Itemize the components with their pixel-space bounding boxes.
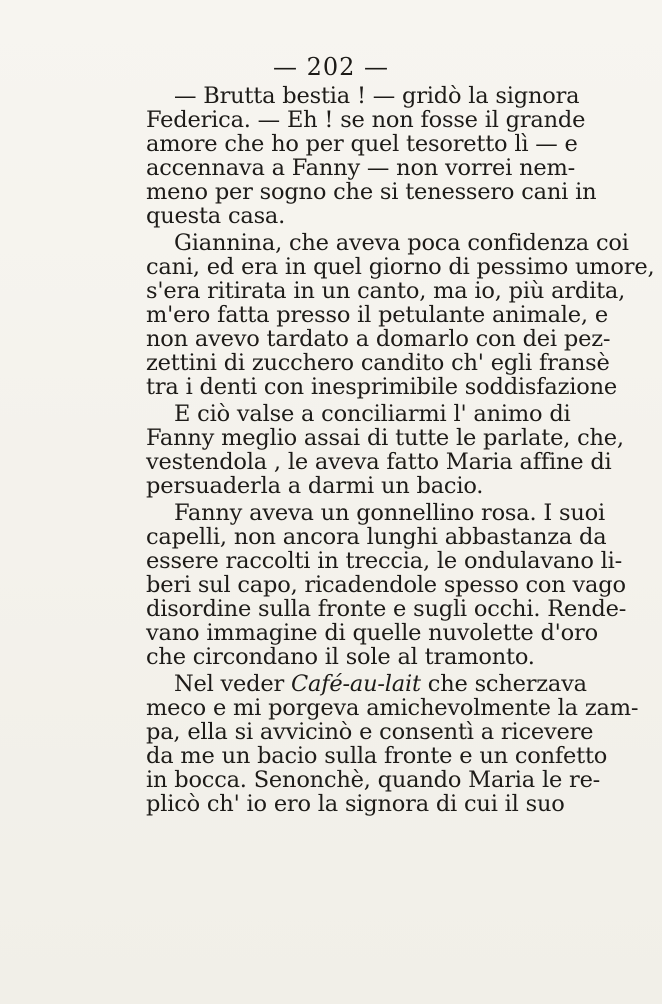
text-line-with-italic: Nel veder Café-au-lait che scherzava	[174, 671, 587, 697]
text-line: capelli, non ancora lunghi abbastanza da	[146, 524, 607, 550]
italic-title: Café-au-lait	[291, 671, 421, 697]
body-text	[146, 83, 655, 817]
text-line: cani, ed era in quel giorno di pessimo umore,	[146, 254, 655, 280]
text-line: amore che ho per quel tesoretto lì — e	[146, 131, 578, 157]
text-line: plicò ch' io ero la signora di cui il suo	[146, 791, 565, 817]
text-line: disordine sulla fronte e sugli occhi. Rende-	[146, 596, 627, 622]
text-line: tra i denti con inesprimibile soddisfazione	[146, 374, 617, 400]
text-line: Fanny meglio assai di tutte le parlate, che,	[146, 425, 624, 451]
paragraph-4	[146, 500, 627, 670]
text-line: zettini di zucchero candito ch' egli fransè	[146, 350, 610, 376]
text-line: Giannina, che aveva poca confidenza coi	[174, 230, 629, 256]
page-number: — 202 —	[272, 53, 390, 81]
text-line: in bocca. Senonchè, quando Maria le re-	[146, 767, 601, 793]
text-line: m'ero fatta presso il petulante animale, e	[146, 302, 608, 328]
paragraph-1	[146, 83, 597, 229]
text-line: questa casa.	[146, 203, 286, 229]
text-line: vano immagine di quelle nuvolette d'oro	[146, 620, 598, 646]
text-line: essere raccolti in treccia, le ondulavano li-	[146, 548, 623, 574]
text-line: da me un bacio sulla fronte e un confetto	[146, 743, 608, 769]
text-line: s'era ritirata in un canto, ma io, più ardita,	[146, 278, 626, 304]
text-line: E ciò valse a conciliarmi l' animo di	[174, 401, 571, 427]
text-line: che circondano il sole al tramonto.	[146, 644, 535, 670]
text-line: — Brutta bestia ! — gridò la signora	[174, 83, 580, 109]
text-line: beri sul capo, ricadendole spesso con vago	[146, 572, 626, 598]
text-line: persuaderla a darmi un bacio.	[146, 473, 484, 499]
text-line: non avevo tardato a domarlo con dei pez-	[146, 326, 611, 352]
paragraph-2	[146, 230, 655, 400]
text-line: accennava a Fanny — non vorrei nem-	[146, 155, 576, 181]
text-line: vestendola , le aveva fatto Maria affine di	[146, 449, 612, 475]
text-line: Fanny aveva un gonnellino rosa. I suoi	[174, 500, 606, 526]
paragraph-3	[146, 401, 624, 499]
text-line: meno per sogno che si tenessero cani in	[146, 179, 597, 205]
text-line: Federica. — Eh ! se non fosse il grande	[146, 107, 586, 133]
text-line: meco e mi porgeva amichevolmente la zam-	[146, 695, 639, 721]
text-line: pa, ella si avvicinò e consentì a ricevere	[146, 719, 594, 745]
paragraph-5	[146, 671, 639, 817]
